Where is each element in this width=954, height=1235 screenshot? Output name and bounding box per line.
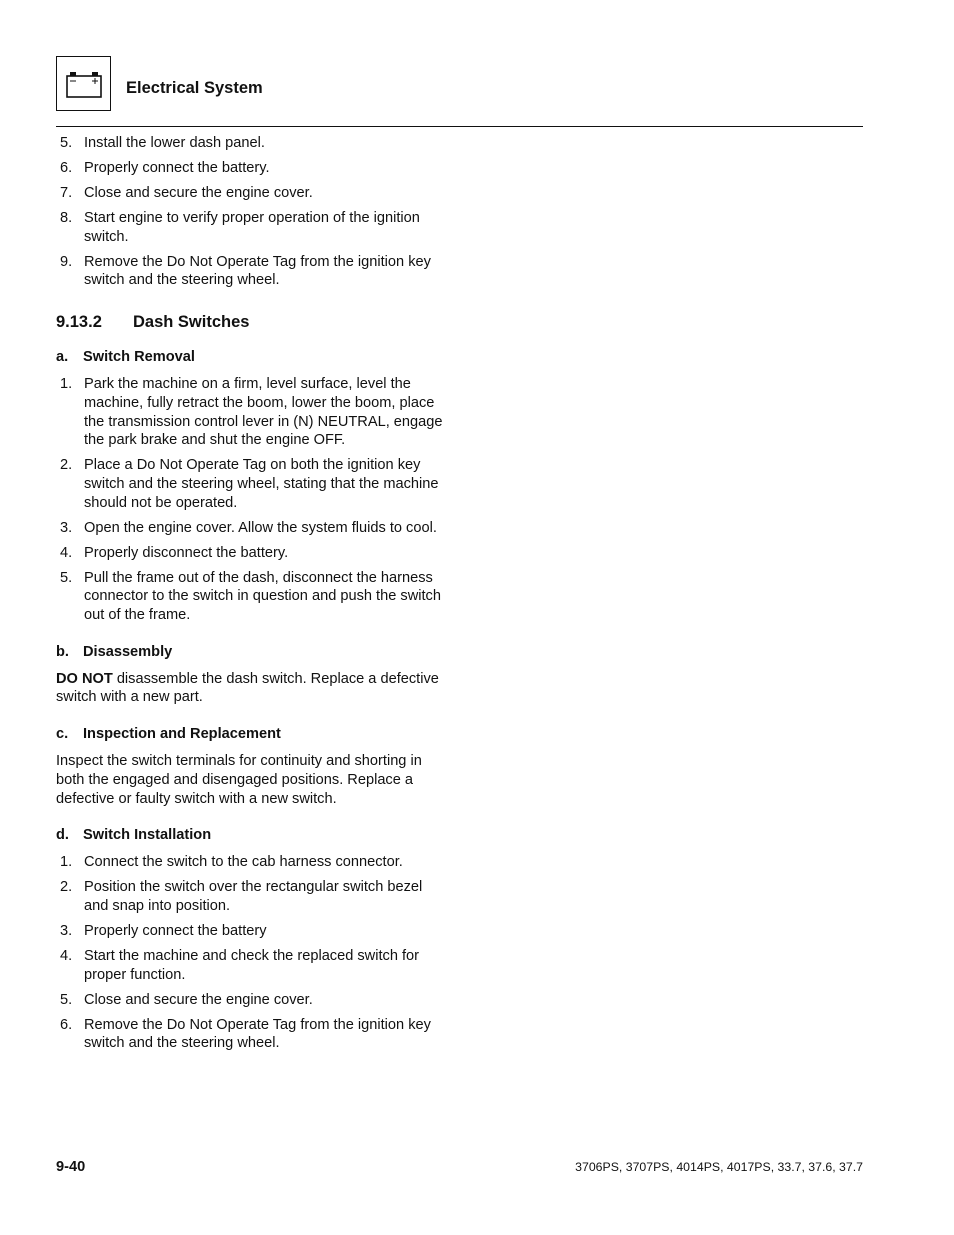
section-title: Electrical System (126, 79, 263, 97)
section-heading (56, 312, 446, 332)
switch-removal-steps-list (56, 375, 446, 625)
list-item (56, 947, 446, 984)
step-number: 1. (60, 854, 73, 871)
section-icon-box (56, 56, 111, 111)
disassembly-text: disassemble the dash switch. Replace a defective switch with a new part. (56, 670, 439, 706)
step-number: 2. (60, 457, 73, 474)
step-text: Open the engine cover. Allow the system fluids to cool. (84, 519, 437, 536)
step-number: 3. (60, 922, 73, 939)
step-text: Remove the Do Not Operate Tag from the ignition key switch and the steering wheel. (84, 253, 431, 289)
list-item (56, 991, 446, 1010)
list-item (56, 544, 446, 563)
page-content (56, 134, 446, 1059)
list-item (56, 184, 446, 203)
switch-installation-heading (56, 826, 446, 844)
step-number: 3. (60, 519, 73, 536)
subsection-title: Inspection and Replacement (83, 726, 281, 743)
inspection-heading (56, 725, 446, 743)
subsection-title: Disassembly (83, 643, 173, 660)
list-item (56, 253, 446, 290)
subsection-letter: d. (56, 827, 69, 844)
step-number: 5. (60, 135, 73, 151)
list-item (56, 456, 446, 512)
list-item (56, 159, 446, 178)
step-text: Properly connect the battery. (84, 160, 270, 176)
subsection-letter: c. (56, 726, 69, 743)
step-text: Properly disconnect the battery. (84, 544, 289, 561)
step-number: 7. (60, 185, 73, 201)
list-item (56, 209, 446, 246)
subsection-title: Switch Removal (83, 349, 195, 366)
list-item (56, 853, 446, 872)
step-number: 8. (60, 210, 73, 226)
step-number: 5. (60, 569, 73, 586)
list-item (56, 922, 446, 941)
warning-lead: DO NOT (56, 670, 113, 687)
page-number: 9-40 (56, 1159, 86, 1175)
list-item (56, 569, 446, 625)
step-number: 4. (60, 947, 73, 964)
model-list: 3706PS, 3707PS, 4014PS, 4017PS, 33.7, 37.6, 37.7 (575, 1160, 863, 1174)
step-text: Close and secure the engine cover. (84, 185, 313, 201)
step-number: 5. (60, 991, 73, 1008)
step-text: Close and secure the engine cover. (84, 991, 313, 1008)
switch-installation-steps-list (56, 853, 446, 1053)
switch-removal-heading (56, 348, 446, 366)
inspection-paragraph: Inspect the switch terminals for continuity and shorting in both the engaged and disengaged positions. Replace a defective or faulty switch with a new switch. (56, 753, 422, 807)
step-number: 4. (60, 544, 73, 561)
subsection-letter: b. (56, 643, 69, 660)
list-item (56, 1016, 446, 1053)
list-item (56, 878, 446, 915)
step-text: Properly connect the battery (84, 922, 267, 939)
subsection-letter: a. (56, 349, 69, 366)
step-text: Start the machine and check the replaced switch for proper function. (84, 947, 420, 983)
step-text: Install the lower dash panel. (84, 135, 265, 151)
subsection-title: Switch Installation (83, 827, 212, 844)
step-text: Pull the frame out of the dash, disconnect the harness connector to the switch in question and push the switch out of the frame. (84, 569, 441, 624)
section-number: 9.13.2 (56, 313, 102, 332)
step-number: 6. (60, 1016, 73, 1033)
step-text: Start engine to verify proper operation of the ignition switch. (84, 210, 420, 245)
step-text: Connect the switch to the cab harness connector. (84, 854, 403, 871)
section-heading-title: Dash Switches (133, 313, 250, 332)
continued-steps-list (56, 134, 446, 290)
step-text: Park the machine on a firm, level surface, level the machine, fully retract the boom, lower the boom, place the transmission control lever in (N) NEUTRAL, engage the park brake and shut the engine OFF. (84, 376, 443, 449)
step-number: 1. (60, 376, 73, 393)
disassembly-heading (56, 643, 446, 661)
step-text: Position the switch over the rectangular switch bezel and snap into position. (84, 879, 423, 914)
step-number: 6. (60, 160, 73, 176)
disassembly-paragraph (56, 670, 446, 707)
step-text: Remove the Do Not Operate Tag from the ignition key switch and the steering wheel. (84, 1016, 431, 1052)
step-number: 9. (60, 253, 73, 270)
header-divider (56, 126, 863, 127)
list-item (56, 134, 446, 153)
step-text: Place a Do Not Operate Tag on both the ignition key switch and the steering wheel, stating that the machine should not be operated. (84, 457, 439, 511)
battery-icon (66, 70, 102, 98)
list-item (56, 519, 446, 538)
step-number: 2. (60, 879, 73, 896)
list-item (56, 375, 446, 450)
